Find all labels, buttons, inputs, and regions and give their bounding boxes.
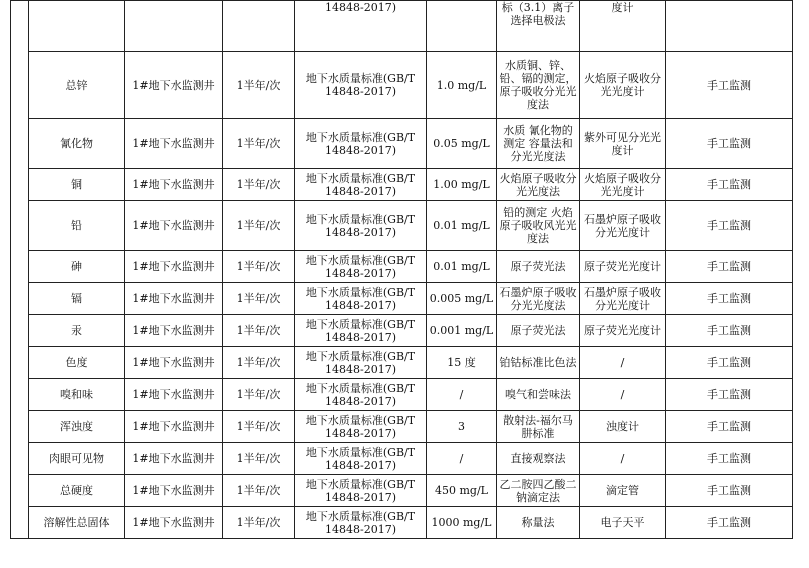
cell-mode: 手工监测: [666, 283, 793, 315]
cell-instrument: 石墨炉原子吸收分光光度计: [580, 201, 666, 251]
table-row: [11, 347, 793, 379]
cell-item: 色度: [29, 347, 125, 379]
cell-instrument: 紫外可见分光光度计: [580, 119, 666, 169]
cell-mode: 手工监测: [666, 201, 793, 251]
cell-standard: 地下水质量标准(GB/T 14848-2017): [295, 507, 427, 539]
cell-site: 1#地下水监测井: [125, 283, 223, 315]
cell-method: 水质 氰化物的测定 容量法和分光光度法: [497, 119, 580, 169]
cell-site: 1#地下水监测井: [125, 201, 223, 251]
cell-mode: 手工监测: [666, 169, 793, 201]
cell-item: 浑浊度: [29, 411, 125, 443]
cell-frequency: 1半年/次: [223, 251, 295, 283]
table-row: [11, 52, 793, 119]
cell-mode: 手工监测: [666, 347, 793, 379]
cell-site: 1#地下水监测井: [125, 251, 223, 283]
cell-item: 汞: [29, 315, 125, 347]
cell-mode: 手工监测: [666, 411, 793, 443]
cell-limit: /: [427, 443, 497, 475]
cell-method: 嗅气和尝味法: [497, 379, 580, 411]
cell-site: [125, 1, 223, 52]
cell-limit: 450 mg/L: [427, 475, 497, 507]
table-row: [11, 315, 793, 347]
cell-instrument: 原子荧光光度计: [580, 315, 666, 347]
cell-frequency: 1半年/次: [223, 52, 295, 119]
cell-mode: 手工监测: [666, 52, 793, 119]
cell-standard: 地下水质量标准(GB/T 14848-2017): [295, 52, 427, 119]
cell-standard: 地下水质量标准(GB/T 14848-2017): [295, 411, 427, 443]
cell-limit: 0.001 mg/L: [427, 315, 497, 347]
cell-site: 1#地下水监测井: [125, 507, 223, 539]
cell-site: 1#地下水监测井: [125, 475, 223, 507]
cell-site: 1#地下水监测井: [125, 169, 223, 201]
cell-method: 称量法: [497, 507, 580, 539]
cell-item: 总锌: [29, 52, 125, 119]
cell-mode: 手工监测: [666, 119, 793, 169]
cell-instrument: /: [580, 347, 666, 379]
cell-site: 1#地下水监测井: [125, 411, 223, 443]
cell-standard: 地下水质量标准(GB/T 14848-2017): [295, 201, 427, 251]
cell-item: 镉: [29, 283, 125, 315]
cell-method: 乙二胺四乙酸二钠滴定法: [497, 475, 580, 507]
cell-standard: 地下水质量标准(GB/T 14848-2017): [295, 443, 427, 475]
cell-frequency: 1半年/次: [223, 507, 295, 539]
cell-mode: 手工监测: [666, 251, 793, 283]
cell-mode: 手工监测: [666, 315, 793, 347]
cell-mode: 手工监测: [666, 475, 793, 507]
cell-limit: 15 度: [427, 347, 497, 379]
cell-method: 石墨炉原子吸收分光光度法: [497, 283, 580, 315]
cell-limit: 3: [427, 411, 497, 443]
cell-site: 1#地下水监测井: [125, 379, 223, 411]
table-row: [11, 411, 793, 443]
cell-mode: 手工监测: [666, 443, 793, 475]
cell-instrument: 火焰原子吸收分光光度计: [580, 169, 666, 201]
cell-limit: [427, 1, 497, 52]
cell-site: 1#地下水监测井: [125, 52, 223, 119]
table-body: [11, 1, 793, 539]
cell-instrument: 原子荧光光度计: [580, 251, 666, 283]
cell-mode: 手工监测: [666, 379, 793, 411]
cell-item: 氰化物: [29, 119, 125, 169]
cell-method: 火焰原子吸收分光光度法: [497, 169, 580, 201]
cell-frequency: 1半年/次: [223, 283, 295, 315]
cell-standard: 地下水质量标准(GB/T 14848-2017): [295, 169, 427, 201]
cell-instrument: 度计: [580, 1, 666, 52]
table-row: [11, 251, 793, 283]
cell-frequency: [223, 1, 295, 52]
cell-instrument: 浊度计: [580, 411, 666, 443]
monitoring-table: [10, 0, 793, 539]
cell-limit: 1000 mg/L: [427, 507, 497, 539]
cell-method: 铂钴标准比色法: [497, 347, 580, 379]
table-row: [11, 379, 793, 411]
cell-limit: /: [427, 379, 497, 411]
table-row: [11, 119, 793, 169]
cell-standard: 地下水质量标准(GB/T 14848-2017): [295, 379, 427, 411]
cell-standard: 地下水质量标准(GB/T 14848-2017): [295, 347, 427, 379]
cell-limit: 0.01 mg/L: [427, 251, 497, 283]
cell-limit: 0.05 mg/L: [427, 119, 497, 169]
cell-standard: 地下水质量标准(GB/T 14848-2017): [295, 119, 427, 169]
cell-site: 1#地下水监测井: [125, 443, 223, 475]
cell-item: 肉眼可见物: [29, 443, 125, 475]
cell-frequency: 1半年/次: [223, 443, 295, 475]
cell-frequency: 1半年/次: [223, 201, 295, 251]
cell-site: 1#地下水监测井: [125, 315, 223, 347]
cell-frequency: 1半年/次: [223, 411, 295, 443]
cell-method: 直接观察法: [497, 443, 580, 475]
cell-standard: 地下水质量标准(GB/T 14848-2017): [295, 315, 427, 347]
table-row: [11, 201, 793, 251]
cell-standard: 地下水质量标准(GB/T 14848-2017): [295, 251, 427, 283]
cell-instrument: /: [580, 379, 666, 411]
cell-site: 1#地下水监测井: [125, 119, 223, 169]
cell-item: [29, 1, 125, 52]
cell-instrument: 电子天平: [580, 507, 666, 539]
cell-item: 总硬度: [29, 475, 125, 507]
cell-method: 水质铜、锌、铅、镉的测定，原子吸收分光光度法: [497, 52, 580, 119]
cell-mode: [666, 1, 793, 52]
cell-standard: 地下水质量标准(GB/T 14848-2017): [295, 475, 427, 507]
cell-method: 铅的测定 火焰原子吸收风光光度法: [497, 201, 580, 251]
cell-item: 砷: [29, 251, 125, 283]
cell-limit: 0.005 mg/L: [427, 283, 497, 315]
merged-left-cell: [11, 1, 29, 539]
table-row: [11, 443, 793, 475]
cell-limit: 1.0 mg/L: [427, 52, 497, 119]
cell-mode: 手工监测: [666, 507, 793, 539]
cell-frequency: 1半年/次: [223, 315, 295, 347]
cell-frequency: 1半年/次: [223, 379, 295, 411]
cell-frequency: 1半年/次: [223, 169, 295, 201]
cell-instrument: /: [580, 443, 666, 475]
cell-frequency: 1半年/次: [223, 347, 295, 379]
cell-frequency: 1半年/次: [223, 475, 295, 507]
cell-item: 溶解性总固体: [29, 507, 125, 539]
cell-item: 铅: [29, 201, 125, 251]
cell-instrument: 火焰原子吸收分光光度计: [580, 52, 666, 119]
table-row: [11, 283, 793, 315]
cell-limit: 1.00 mg/L: [427, 169, 497, 201]
cell-item: 嗅和味: [29, 379, 125, 411]
cell-method: 原子荧光法: [497, 251, 580, 283]
cell-method: 标（3.1）离子选择电极法: [497, 1, 580, 52]
table-row: [11, 475, 793, 507]
cell-limit: 0.01 mg/L: [427, 201, 497, 251]
cell-method: 散射法-福尔马肼标准: [497, 411, 580, 443]
cell-standard: 14848-2017): [295, 1, 427, 52]
cell-method: 原子荧光法: [497, 315, 580, 347]
cell-instrument: 石墨炉原子吸收分光光度计: [580, 283, 666, 315]
cell-instrument: 滴定管: [580, 475, 666, 507]
cell-frequency: 1半年/次: [223, 119, 295, 169]
table-row: [11, 169, 793, 201]
cell-item: 铜: [29, 169, 125, 201]
table-row-continued: [11, 1, 793, 52]
cell-standard: 地下水质量标准(GB/T 14848-2017): [295, 283, 427, 315]
cell-site: 1#地下水监测井: [125, 347, 223, 379]
table-row: [11, 507, 793, 539]
